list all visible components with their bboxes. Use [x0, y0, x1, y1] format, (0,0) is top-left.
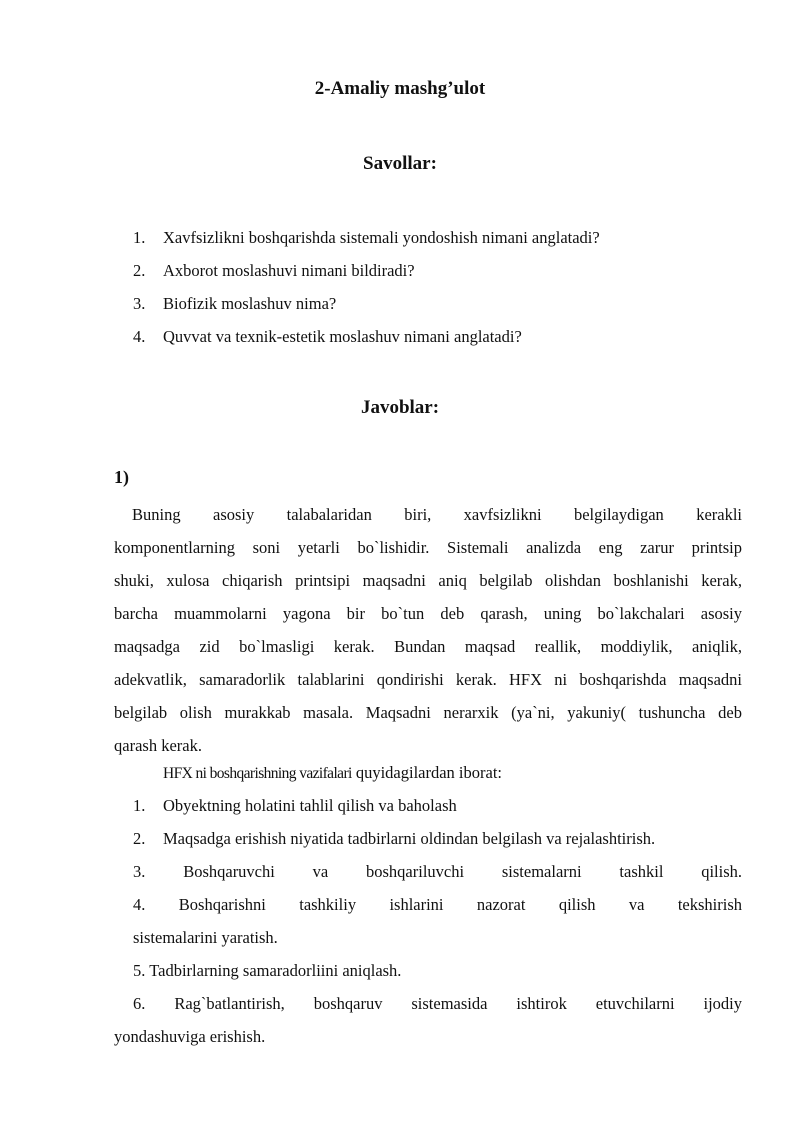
task-continuation: sistemalarini yaratish.	[133, 928, 278, 947]
tasks-intro-prefix: HFX ni boshqarishning vazifalari	[163, 765, 352, 782]
paragraph-line: shuki, xulosa chiqarish printsipi maqsadni aniq belgilab olishdan boshlanishi kerak,	[114, 571, 742, 590]
tasks-intro	[163, 763, 502, 783]
question-text: Quvvat va texnik-estetik moslashuv nimani anglatadi?	[163, 327, 522, 346]
answers-heading: Javoblar:	[360, 397, 440, 418]
paragraph-line: qarash kerak.	[114, 736, 202, 755]
task-text: Boshqaruvchi va boshqariluvchi sistemalarni tashkil qilish.	[183, 862, 743, 881]
task-item	[133, 796, 457, 816]
task-item	[133, 994, 742, 1014]
task-number: 2.	[133, 829, 146, 848]
question-text: Xavfsizlikni boshqarishda sistemali yondoshish nimani anglatadi?	[163, 228, 600, 247]
paragraph-line: belgilab olish murakkab masala. Maqsadni nerarxik (ya`ni, yakuniy( tushuncha deb	[114, 703, 742, 722]
task-item	[133, 895, 742, 915]
task-text: Boshqarishni tashkiliy ishlarini nazorat qilish va tekshirish	[178, 895, 743, 914]
task-number: 4.	[133, 895, 146, 914]
task-text: Obyektning holatini tahlil qilish va baholash	[163, 796, 457, 815]
task-number: 5.	[133, 961, 146, 980]
task-text: Rag`batlantirish, boshqaruv sistemasida ishtirok etuvchilarni ijodiy	[174, 994, 743, 1013]
question-item	[133, 294, 336, 314]
task-item	[133, 862, 742, 882]
question-item	[133, 327, 522, 347]
paragraph-line: komponentlarning soni yetarli bo`lishidir. Sistemali analizda eng zarur printsip	[114, 538, 742, 557]
page-title: 2-Amaliy mashg’ulot	[314, 78, 486, 99]
tasks-intro-suffix: quyidagilardan iborat:	[351, 763, 503, 782]
task-item	[133, 961, 401, 981]
paragraph-line: maqsadga zid bo`lmasligi kerak. Bundan maqsad reallik, moddiylik, aniqlik,	[114, 637, 742, 656]
task-number: 6.	[133, 994, 146, 1013]
task-item	[133, 829, 655, 849]
question-number: 2.	[133, 261, 146, 280]
question-text: Biofizik moslashuv nima?	[163, 294, 337, 313]
paragraph-line: Buning asosiy talabalaridan biri, xavfsizlikni belgilaydigan kerakli	[132, 505, 742, 524]
paragraph-line: adekvatlik, samaradorlik talablarini qondirishi kerak. HFX ni boshqarishda maqsadni	[114, 670, 742, 689]
task-number: 3.	[133, 862, 146, 881]
question-text: Axborot moslashuvi nimani bildiradi?	[163, 261, 415, 280]
task-number: 1.	[133, 796, 146, 815]
question-number: 4.	[133, 327, 146, 346]
answer-paragraph	[114, 498, 742, 762]
question-item	[133, 261, 415, 281]
question-number: 1.	[133, 228, 146, 247]
question-number: 3.	[133, 294, 146, 313]
paragraph-line: barcha muammolarni yagona bir bo`tun deb qarash, uning bo`lakchalari asosiy	[114, 604, 742, 623]
task-continuation: yondashuviga erishish.	[114, 1027, 266, 1046]
task-text: Maqsadga erishish niyatida tadbirlarni oldindan belgilash va rejalashtirish.	[163, 829, 656, 848]
task-text: Tadbirlarning samaradorliini aniqlash.	[149, 961, 402, 980]
questions-heading: Savollar:	[363, 153, 437, 174]
question-item	[133, 228, 600, 248]
answer-label: 1)	[114, 467, 129, 487]
